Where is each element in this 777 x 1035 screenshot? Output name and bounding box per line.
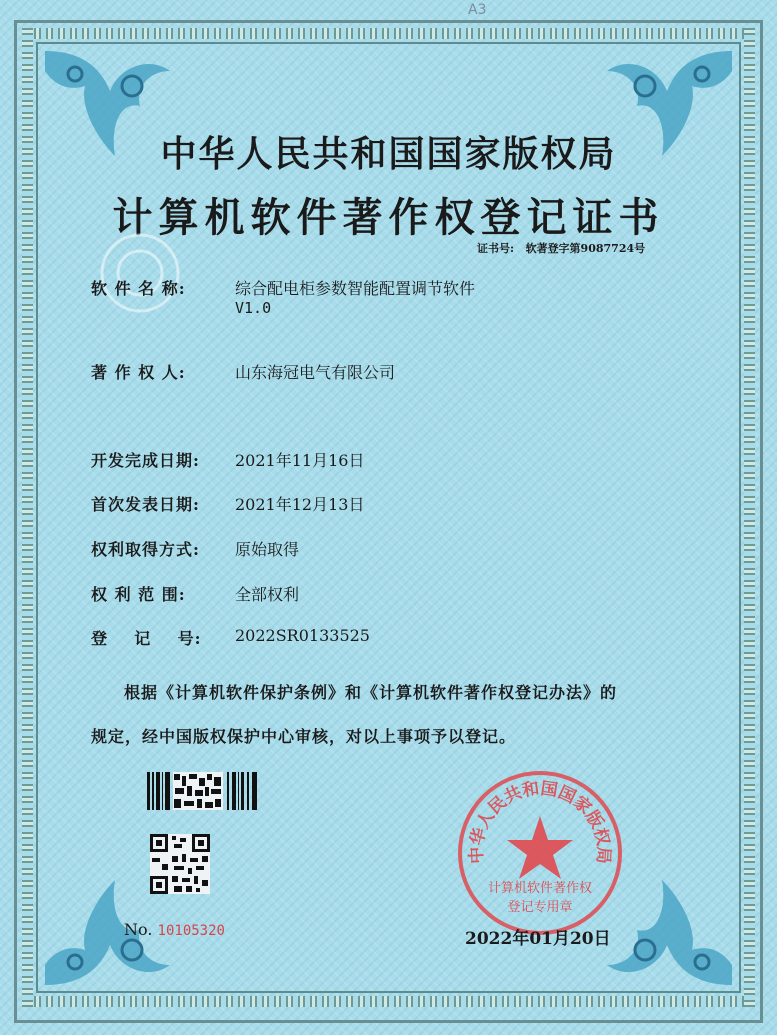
- publication-date-value: 2021年12月13日: [235, 495, 365, 514]
- completion-date-value: 2021年11月16日: [235, 451, 365, 470]
- bottom-key-border: [22, 996, 755, 1007]
- scope-value: 全部权利: [235, 585, 300, 604]
- handwritten-annotation: A3: [468, 2, 487, 18]
- acquisition-method-label: 权利取得方式:: [91, 540, 200, 559]
- barcode-icon: [147, 772, 259, 810]
- registration-number-label: 登 记 号:: [91, 629, 202, 648]
- registration-number-value: 2022SR0133525: [235, 626, 370, 645]
- copyright-owner-label: 著 作 权 人:: [91, 363, 186, 382]
- top-key-border: [22, 28, 755, 39]
- software-name-value: 综合配电柜参数智能配置调节软件: [235, 279, 476, 298]
- certificate-number: [477, 240, 645, 256]
- certificate-number-label: 证书号:: [477, 242, 515, 255]
- issue-date: 2022年01月20日: [465, 929, 611, 949]
- seal-arc-text: 中华人民共和国国家版权局: [466, 778, 614, 865]
- serial-value: 10105320: [157, 923, 225, 939]
- acquisition-method-value: 原始取得: [235, 540, 300, 559]
- qr-code-icon: [150, 834, 210, 894]
- certificate-title: 计算机软件著作权登记证书: [112, 194, 665, 241]
- certificate-number-value: 软著登字第9087724号: [525, 242, 646, 255]
- statement-line-1: 根据《计算机软件保护条例》和《计算机软件著作权登记办法》的: [124, 683, 618, 702]
- completion-date-label: 开发完成日期:: [91, 451, 200, 470]
- software-version-value: V1.0: [235, 299, 272, 317]
- scope-label: 权 利 范 围:: [91, 585, 186, 604]
- software-name-label: 软 件 名 称:: [91, 279, 186, 298]
- official-seal: [455, 768, 625, 938]
- seal-line-2: 登记专用章: [507, 900, 573, 915]
- issuing-authority: 中华人民共和国国家版权局: [160, 133, 617, 175]
- seal-line-1: 计算机软件著作权: [487, 881, 593, 896]
- publication-date-label: 首次发表日期:: [91, 495, 200, 514]
- statement-line-2: 规定，经中国版权保护中心审核，对以上事项予以登记。: [91, 727, 517, 746]
- inner-border: [36, 42, 741, 993]
- copyright-owner-value: 山东海冠电气有限公司: [235, 363, 396, 382]
- serial-prefix: No.: [124, 920, 153, 939]
- watermark-emblem-icon: [95, 228, 185, 318]
- serial-number: [124, 920, 225, 939]
